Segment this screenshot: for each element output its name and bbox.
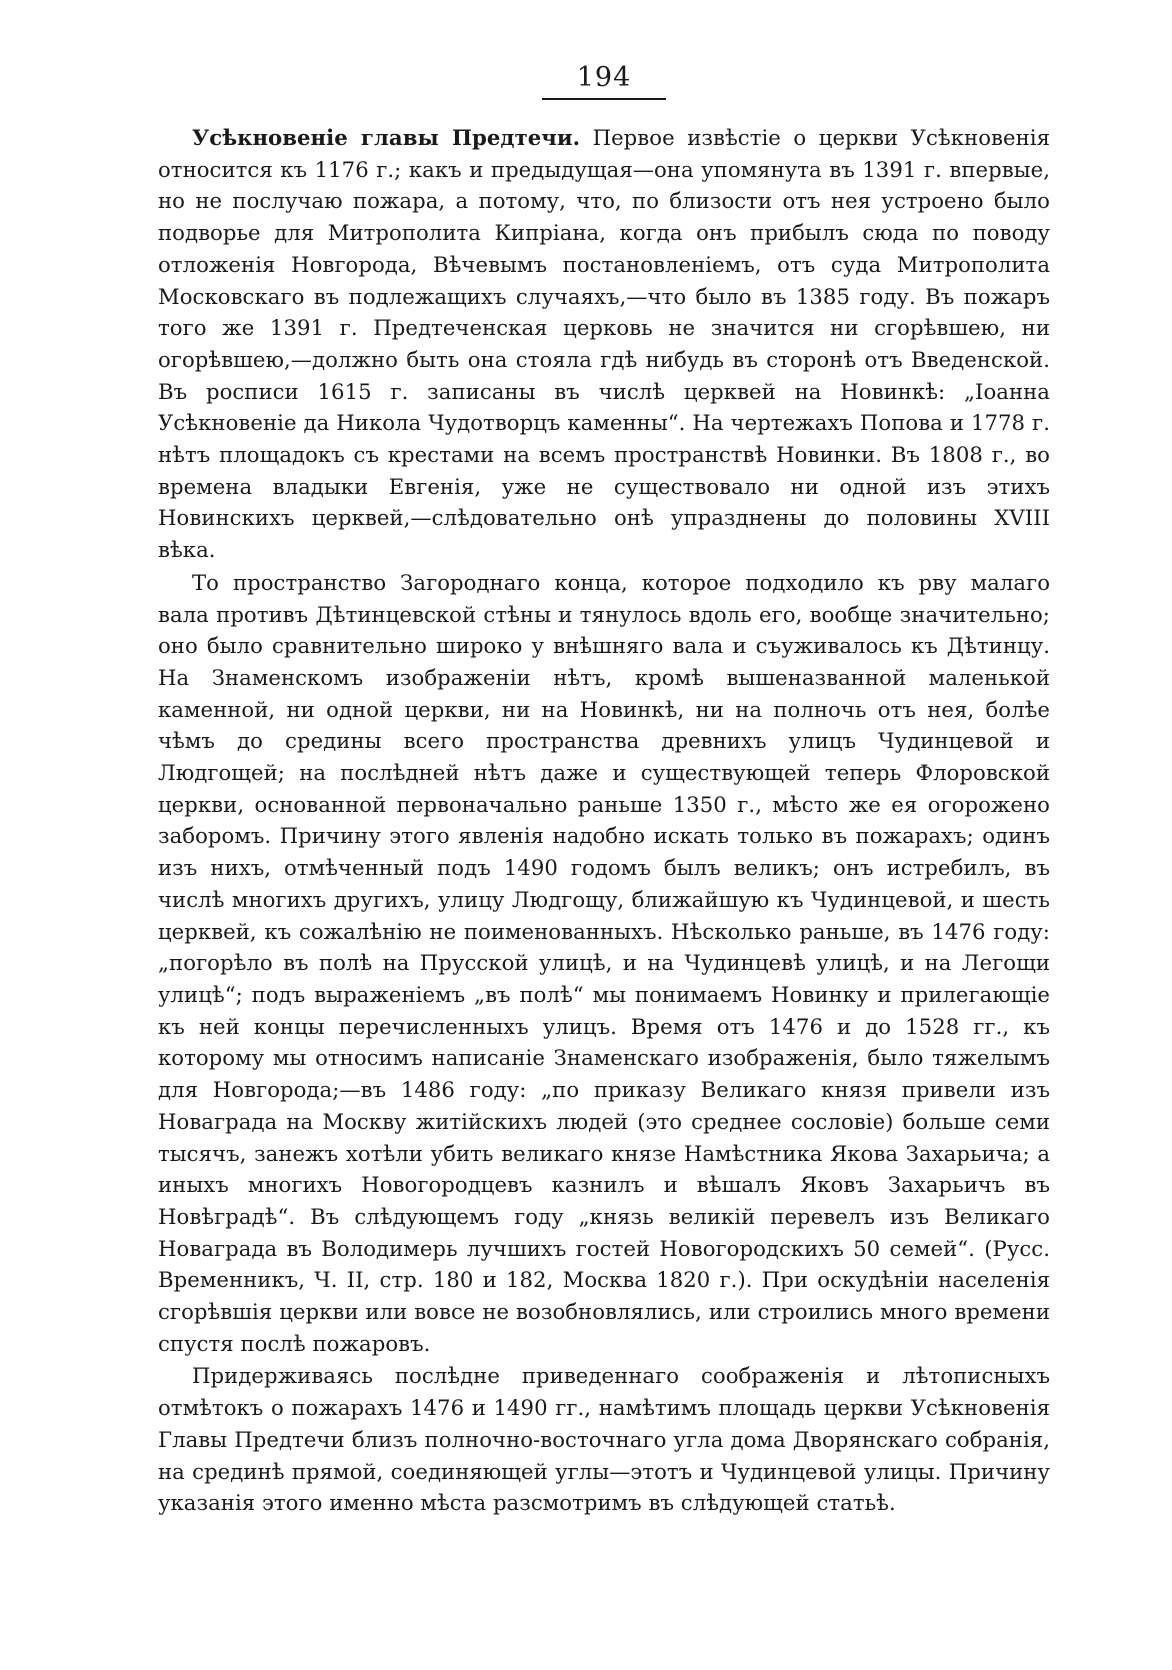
paragraph-2-text: То пространство Загороднаго конца, которое подходило къ рву малаго вала противъ Дѣтинцевской стѣны и тянулось вдоль его, вообще значительно; оно было сравнительно широко у внѣшняго вала и съуживалось къ Дѣтинцу. На Знаменскомъ изображеніи нѣтъ, кромѣ вышеназванной маленькой каменной, ни одной церкви, ни на Новинкѣ, ни на полночь отъ нея, болѣе чѣмъ до средины всего пространства древнихъ улицъ Чудинцевой и Людгощей; на послѣдней нѣтъ даже и существующей теперь Флоровской церкви, основанной первоначально раньше 1350 г., мѣсто же ея огорожено заборомъ. Причину этого явленія надобно искать только въ пожарахъ; одинъ изъ нихъ, отмѣченный подъ 1490 годомъ былъ великъ; онъ истребилъ, въ числѣ многихъ другихъ, улицу Людгощу, ближайшую къ Чудинцевой, и шесть церквей, къ сожалѣнію не поименованныхъ. Нѣсколько раньше, въ 1476 году: „погорѣло въ полѣ на Прусской улицѣ, и на Чудинцевѣ улицѣ, и на Легощи улицѣ“; подъ выраженіемъ „въ полѣ“ мы понимаемъ Новинку и прилегающіе къ ней концы перечисленныхъ улицъ. Время отъ 1476 и до 1528 гг., къ которому мы относимъ написаніе Знаменскаго изображенія, было тяжелымъ для Новгорода;—въ 1486 году: „по приказу Великаго князя привели изъ Новаграда на Москву житійскихъ людей (это среднее сословіе) больше семи тысячъ, занежъ хотѣли убить великаго князе Намѣстника Якова Захарьича; а иныхъ многихъ Новогородцевъ казнилъ и вѣшалъ Яковъ Захарьичъ въ Новѣградѣ“. Въ слѣдующемъ году „князь великій перевелъ изъ Великаго Новаграда въ Володимерь лучшихъ гостей Новогородскихъ 50 семей“. (Русс. Временникъ, Ч. II, стр. 180 и 182, Москва 1820 г.). При оскудѣніи населенія сгорѣвшія церкви или вовсе не возобновлялись, или строились много времени спустя послѣ пожаровъ. bbox=[158, 569, 1050, 1356]
paragraph-1-text: Первое извѣстіе о церкви Усѣкновенія относится къ 1176 г.; какъ и предыдущая—она упомянута въ 1391 г. впервые, но не послучаю пожара, а потому, что, по близости отъ нея устроено было подворье для Митрополита Кипріана, когда онъ прибылъ сюда по поводу отложенія Новгорода, Вѣчевымъ постановленіемъ, отъ суда Митрополита Московскаго въ подлежащихъ случаяхъ,—что было въ 1385 году. Въ пожаръ того же 1391 г. Предтеченская церковь не значится ни сгорѣвшею, ни огорѣвшею,—должно быть она стояла гдѣ нибудь въ сторонѣ отъ Введенской. Въ росписи 1615 г. записаны въ числѣ церквей на Новинкѣ: „Іоанна Усѣкновеніе да Никола Чудотворцъ каменны“. На чертежахъ Попова и 1778 г. нѣтъ площадокъ съ крестами на всемъ пространствѣ Новинки. Въ 1808 г., во времена владыки Евгенія, уже не существовало ни одной изъ этихъ Новинскихъ церквей,—слѣдовательно онѣ упразднены до половины XVIII вѣка. bbox=[158, 125, 1050, 563]
section-heading: Усѣкновеніе главы Предтечи. bbox=[192, 125, 581, 150]
paragraph-3 bbox=[158, 1360, 1050, 1519]
paragraph-3-text: Придерживаясь послѣдне приведеннаго соображенія и лѣтописныхъ отмѣтокъ о пожарахъ 1476 и 1490 гг., намѣтимъ площадь церкви Усѣкновенія Главы Предтечи близъ полночно-восточнаго угла дома Дворянскаго собранія, на срединѣ прямой, соединяющей углы—этотъ и Чудинцевой улицы. Причину указанія этого именно мѣста разсмотримъ въ слѣдующей статьѣ. bbox=[158, 1363, 1050, 1516]
paragraph-1 bbox=[158, 122, 1050, 566]
paragraph-2 bbox=[158, 567, 1050, 1360]
page-number-rule bbox=[542, 98, 666, 100]
document-page bbox=[158, 62, 1050, 1519]
page-number: 194 bbox=[576, 62, 632, 93]
